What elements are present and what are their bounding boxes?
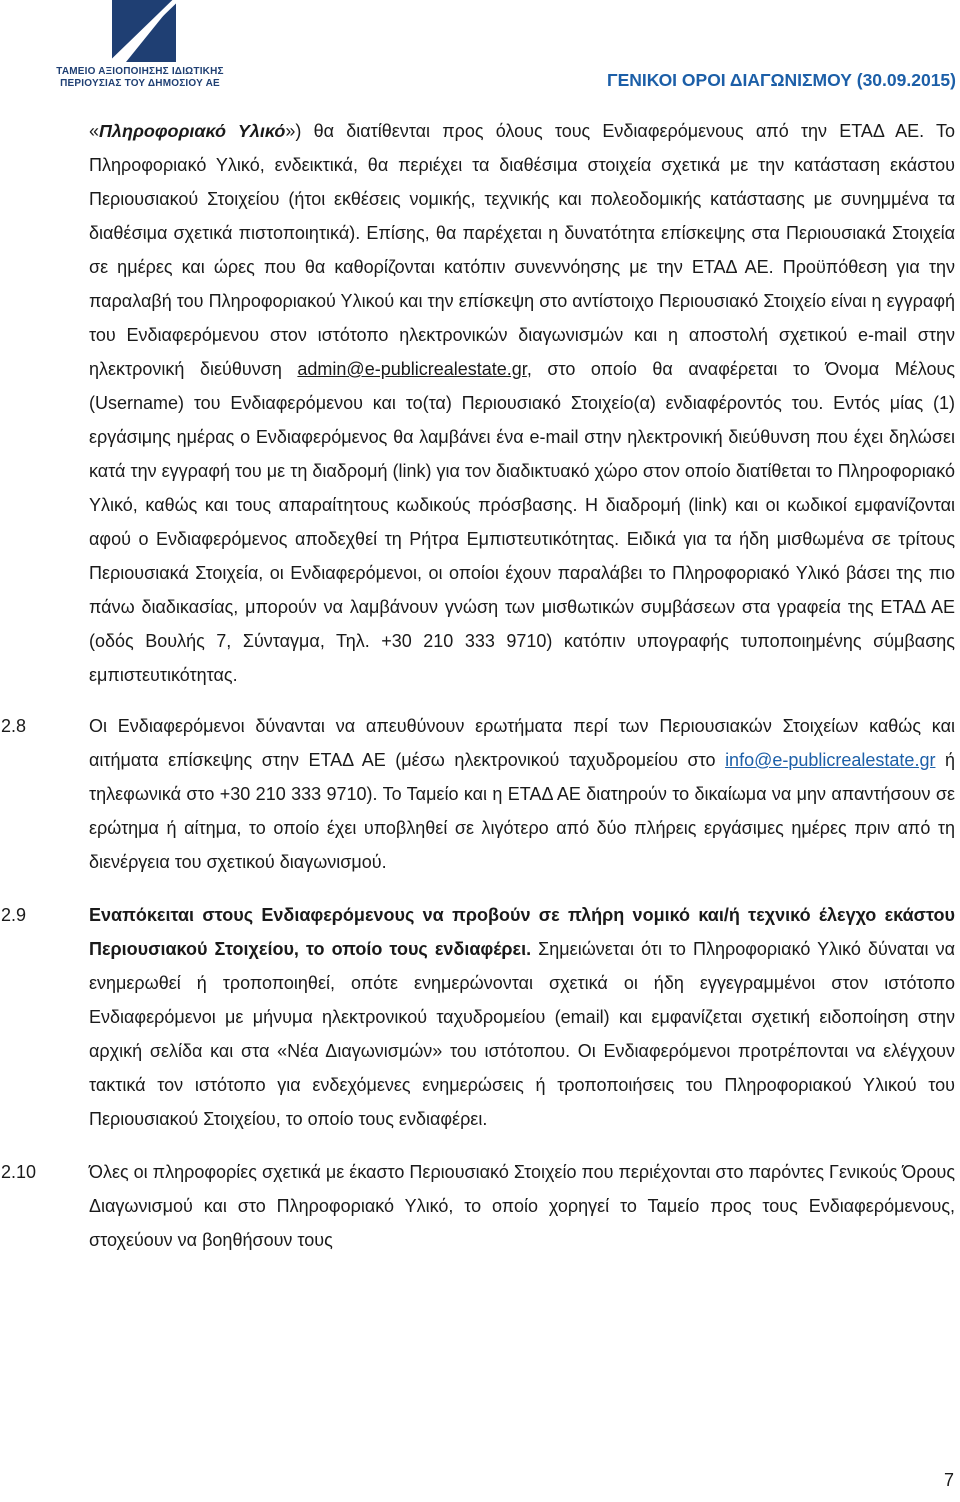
clause-bold-text: Εναπόκειται στους Ενδιαφερόμενους να προβούν σε πλήρη νομικό και/ή τεχνικό έλεγχο εκάστου Περιουσιακού Στοιχείου, το οποίο τους ενδιαφέρει. xyxy=(89,905,955,959)
info-email-link[interactable]: info@e-publicrealestate.gr xyxy=(725,750,936,770)
admin-email-link[interactable]: admin@e-publicrealestate.gr xyxy=(297,359,527,379)
logo-line-1: ΤΑΜΕΙΟ ΑΞΙΟΠΟΙΗΣΗΣ ΙΔΙΩΤΙΚΗΣ xyxy=(56,66,224,77)
paragraph-text-b: , στο οποίο θα αναφέρεται το Όνομα Μέλους (Username) του Ενδιαφερόμενου και το(τα) Περιουσιακό Στοιχείο(α) ενδιαφέροντός του. Εντός μίας (1) εργάσιμης ημέρας ο Ενδιαφερόμενος θα λαμβάνει ένα e-mail στην ηλεκτρονική διεύθυνση που έχει δηλώσει κατά την εγγραφή του με τη διαδρομή (link) για τον διαδικτυακό χώρο στον οποίο διατίθεται το Πληροφοριακό Υλικό, καθώς και τους απαραίτητους κωδικούς πρόσβασης. Η διαδρομή (link) και οι κωδικοί εμφανίζονται αφού ο Ενδιαφερόμενος αποδεχθεί τη Ρήτρα Εμπιστευτικότητας. Ειδικά για τα ήδη μισθωμένα σε τρίτους Περιουσιακά Στοιχεία, οι Ενδιαφερόμενοι, οι οποίοι έχουν παραλάβει το Πληροφοριακό Υλικό βάσει της πιο πάνω διαδικασίας, μπορούν να λαμβάνουν γνώση των μισθωτικών συμβάσεων στα γραφεία της ΕΤΑΔ ΑΕ (οδός Βουλής 7, Σύνταγμα, Τηλ. +30 210 333 9710) κατόπιν υπογραφής τυποποιημένης σύμβασης εμπιστευτικότητας. xyxy=(89,359,955,685)
clause-text-a: Οι Ενδιαφερόμενοι δύνανται να απευθύνουν ερωτήματα περί των Περιουσιακών Στοιχείων καθώς και αιτήματα επίσκεψης στην ΕΤΑΔ ΑΕ (μέσω ηλεκτρονικού ταχυδρομείου στο xyxy=(89,716,955,770)
hradf-logo-mark-icon xyxy=(112,0,176,62)
page-number: 7 xyxy=(943,1470,954,1490)
clause-number: 2.8 xyxy=(1,716,27,736)
logo-caption xyxy=(40,66,240,90)
paragraph-text-a: ») θα διατίθενται προς όλους τους Ενδιαφερόμενους από την ΕΤΑΔ ΑΕ. Το Πληροφοριακό Υλικό, ενδεικτικά, θα περιέχει τα διαθέσιμα στοιχεία σχετικά με την κατάσταση εκάστου Περιουσιακού Στοιχείου (ήτοι εκθέσεις νομικής, τεχνικής και πολεοδομικής κατάστασης με συνημμένα τα διαθέσιμα σχετικά πιστοποιητικά). Επίσης, θα παρέχεται η δυνατότητα επίσκεψης στα Περιουσιακά Στοιχεία σε ημέρες και ώρες που θα καθορίζονται κατόπιν συνεννόησης με την ΕΤΑΔ ΑΕ. Προϋπόθεση για την παραλαβή του Πληροφοριακού Υλικού και την επίσκεψη στο αντίστοιχο Περιουσιακό Στοιχείο είναι η εγγραφή του Ενδιαφερόμενου στον ιστότοπο ηλεκτρονικών διαγωνισμών και η αποστολή σχετικού e-mail στην ηλεκτρονική διεύθυνση xyxy=(89,121,955,379)
clause-2-8 xyxy=(1,709,955,879)
clause-number: 2.10 xyxy=(1,1162,37,1182)
term-information-material: Πληροφοριακό Υλικό xyxy=(99,121,286,141)
clause-2-10 xyxy=(1,1155,955,1257)
clause-text: Σημειώνεται ότι το Πληροφοριακό Υλικό δύναται να ενημερωθεί ή τροποποιηθεί, οπότε ενημερώνονται σχετικά οι ήδη εγγεγραμμένοι στον ιστότοπο Ενδιαφερόμενοι με μήνυμα ηλεκτρονικού ταχυδρομείου (email) και εμφανίζεται σχετική ειδοποίηση στην αρχική σελίδα και στα «Νέα Διαγωνισμών» του ιστότοπου. Οι Ενδιαφερόμενοι προτρέπονται να ελέγχουν τακτικά τον ιστότοπο για ενδεχόμενες ενημερώσεις ή τροποποιήσεις του Πληροφοριακού Υλικού του Περιουσιακού Στοιχείου, το οποίο τους ενδιαφέρει. xyxy=(89,939,955,1129)
hradf-logo xyxy=(40,0,240,95)
paragraph-information-material xyxy=(89,114,955,692)
clause-text-b: ή τηλεφωνικά στο +30 210 333 9710). Το Ταμείο και η ΕΤΑΔ ΑΕ διατηρούν το δικαίωμα να μην απαντήσουν σε ερώτημα ή αίτημα, το οποίο έχει υποβληθεί σε λιγότερο από δύο πλήρεις εργάσιμες ημέρες πριν από τη διενέργεια του σχετικού διαγωνισμού. xyxy=(89,750,955,872)
clause-number: 2.9 xyxy=(1,905,27,925)
logo-line-2: ΠΕΡΙΟΥΣΙΑΣ ΤΟΥ ΔΗΜΟΣΙΟΥ ΑΕ xyxy=(60,78,220,89)
clause-text: Όλες οι πληροφορίες σχετικά με έκαστο Περιουσιακό Στοιχείο που περιέχονται στο παρόντες Γενικούς Όρους Διαγωνισμού και στο Πληροφοριακό Υλικό, το οποίο χορηγεί το Ταμείο προς τους Ενδιαφερόμενους, στοχεύουν να βοηθήσουν τους xyxy=(89,1162,955,1250)
quote-open: « xyxy=(89,121,100,141)
document-body xyxy=(1,114,955,1257)
document-title: ΓΕΝΙΚΟΙ ΟΡΟΙ ΔΙΑΓΩΝΙΣΜΟΥ (30.09.2015) xyxy=(607,70,956,90)
clause-2-9 xyxy=(1,898,955,1136)
